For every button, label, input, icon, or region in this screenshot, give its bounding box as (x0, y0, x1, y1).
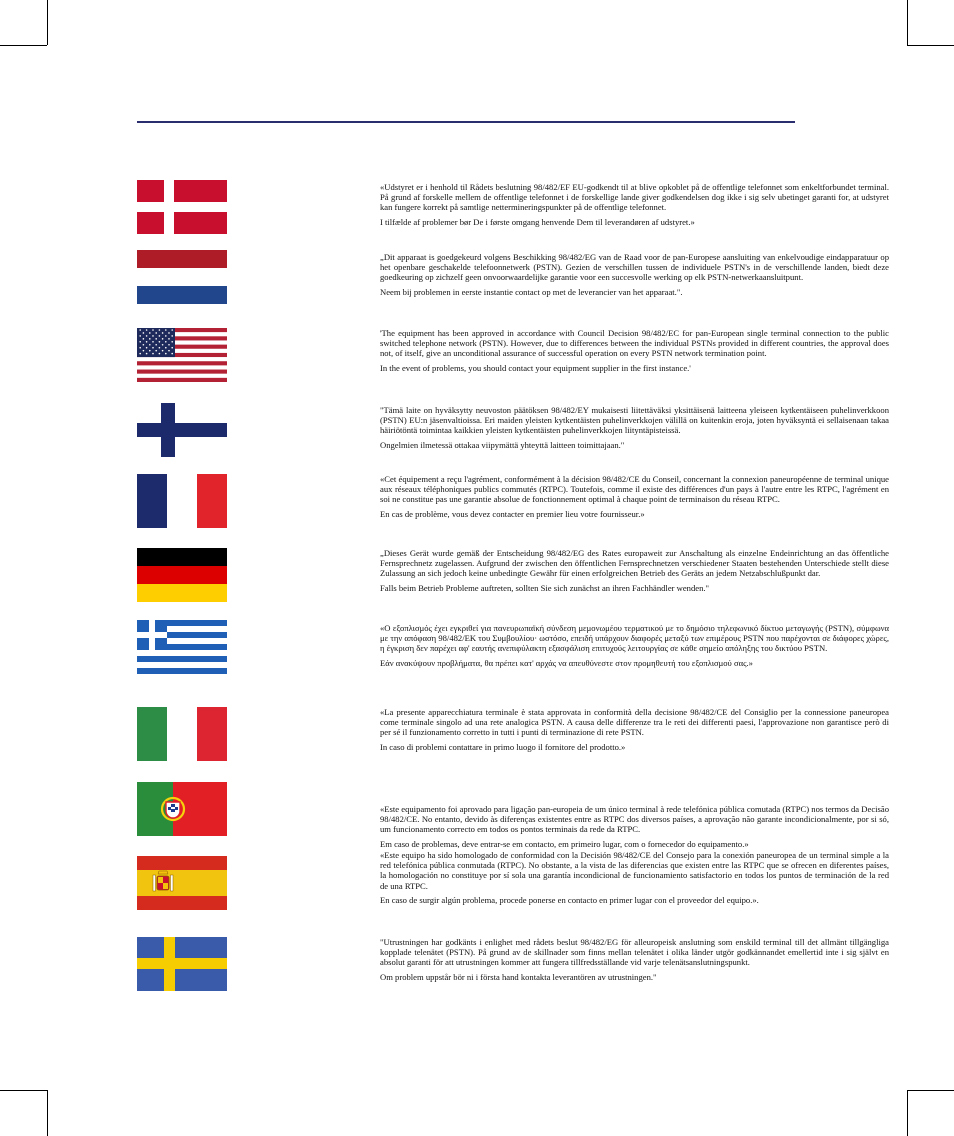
contact-paragraph: Neem bij problemen in eerste instantie contact op met de leverancier van het apparaat.". (380, 286, 683, 297)
declaration-text (380, 252, 889, 297)
spain-flag (137, 856, 227, 910)
crop-mark-bottom-right-horizontal (907, 1090, 954, 1091)
contact-paragraph: Em caso de problemas, deve entrar-se em contacto, em primeiro lugar, com o fornecedor do equipamento.» (380, 838, 749, 849)
contact-paragraph: Falls beim Betrieb Probleme auftreten, sollten Sie sich zunächst an ihren Fachhändler wenden." (380, 582, 710, 593)
declaration-text (380, 623, 889, 668)
declaration-text (380, 405, 889, 450)
portugal-flag (137, 782, 227, 836)
crop-mark-bottom-right-vertical (907, 1090, 908, 1136)
greece-flag (137, 620, 227, 674)
usa-flag (137, 328, 227, 382)
declaration-text (380, 937, 889, 982)
contact-paragraph: In caso di problemi contattare in primo luogo il fornitore del prodotto.» (380, 741, 626, 752)
contact-paragraph: En cas de problème, vous devez contacter en premier lieu votre fournisseur.» (380, 508, 645, 519)
declaration-paragraph: "Tämä laite on hyväksytty neuvoston päätöksen 98/482/EY mukaisesti liitettäväksi yksittäisenä laitteena yleiseen kytkentäiseen puhelinverkkoon (PSTN) EU:n jäsenvaltioissa. Eri maiden yleisten kytkentäisten puhelinverkkojen välillä on kuitenkin eroja, joten hyväksyntä ei sellaisenaan takaa häiriötöntä toimintaa kaikkien yleisten kytkentäisten puhelinverkkojen liityntäpisteissä. (380, 405, 889, 436)
declaration-paragraph: «Este equipamento foi aprovado para ligação pan-europeia de um único terminal à rede telefónica pública comutada (RTPC) nos termos da Decisão 98/482/CE. No entanto, devido às diferenças existentes entre as RTPC dos diversos países, a aprovação não garante incondicionalmente, por si só, um funcionamento correcto em todos os pontos terminais da rede da RTPC. (380, 804, 889, 835)
germany-flag (137, 548, 227, 602)
netherlands-flag (137, 250, 227, 304)
declaration-text (380, 804, 889, 849)
declaration-text (380, 548, 889, 593)
declaration-text (380, 328, 889, 373)
declaration-paragraph: «Ο εξοπλισμός έχει εγκριθεί για πανευρωπαϊκή σύνδεση μεμονωμέου τερματικού με το δημόσιο τηλεφωνικό δίκτυο μεταγωγής (PSTN), σύμφωνα με την απόφαση 98/482/ΕΚ του Συμβουλίου· ωστόσο, επειδή υπάρχουν διαφορές μεταξύ των επιμέρους PSTN που παρέχονται σε διάφορες χώρες, η έγκριση δεν παρέχει αφ' εαυτής ανεπιφύλακτη εξασφάλιση επιτυχούς λειτουργίας σε κάθε σημείο απόληξης του δικτύου PSTN. (380, 623, 889, 654)
crop-mark-top-left-horizontal (0, 45, 47, 46)
declaration-paragraph: «Este equipo ha sido homologado de conformidad con la Decisión 98/482/CE del Consejo para la conexión paneuropea de un terminal simple a la red telefónica pública conmutada (RTPC). No obstante, a la vista de las diferencias que existen entre las RTPC que se ofrecen en diferentes países, la homologación no constituye por sí sola una garantía incondicional de funcionamiento satisfactorio en todos los puntos de terminación de la red de una RTPC. (380, 850, 889, 891)
denmark-flag (137, 180, 227, 234)
crop-mark-bottom-left-vertical (47, 1090, 48, 1136)
declaration-text (380, 182, 889, 227)
contact-paragraph: Εάν ανακύψουν προβλήματα, θα πρέπει κατ' αρχάς να απευθύνεστε στον προμηθευτή του εξοπλισμού σας.» (380, 657, 753, 668)
contact-paragraph: Om problem uppstår bör ni i första hand kontakta leverantören av utrustningen." (380, 971, 657, 982)
contact-paragraph: In the event of problems, you should contact your equipment supplier in the first instance.' (380, 362, 691, 373)
crop-mark-bottom-left-horizontal (0, 1090, 47, 1091)
contact-paragraph: Ongelmien ilmetessä ottakaa viipymättä yhteyttä laitteen toimittajaan." (380, 439, 625, 450)
declaration-paragraph: «Cet équipement a reçu l'agrément, conformément à la décision 98/482/CE du Conseil, concernant la connexion paneuropéenne de terminal unique aux réseaux téléphoniques publics commutés (RTPC). Toutefois, comme il existe des différences d'un pays à l'autre entre les RTPC, l'agrément en soi ne constitue pas une garantie absolue de fonctionnement optimal à chaque point de terminaison du réseau RTPC. (380, 474, 889, 505)
declaration-paragraph: 'The equipment has been approved in accordance with Council Decision 98/482/EC for pan-European single terminal connection to the public switched telephone network (PSTN). However, due to differences between the individual PSTNs provided in different countries, the approval does not, of itself, give an unconditional assurance of successful operation on every PSTN network termination point. (380, 328, 889, 359)
declaration-paragraph: "Utrustningen har godkänts i enlighet med rådets beslut 98/482/EG för alleuropeisk anslutning som enskild terminal till det allmänt tillgängliga kopplade telenätet (PSTN). På grund av de skillnader som finns mellan telenätet i olika länder utgör godkännandet emellertid inte i sig självt en absolut garanti för att utrustningen kommer att fungera tillfredsställande vid varje telenätsanslutningspunkt. (380, 937, 889, 968)
header-rule (137, 121, 795, 123)
finland-flag (137, 403, 227, 457)
declaration-paragraph: „Dit apparaat is goedgekeurd volgens Beschikking 98/482/EG van de Raad voor de pan-Europese aansluiting van enkelvoudige eindapparatuur op het openbare geschakelde telefoonnetwerk (PSTN). Gezien de verschillen tussen de individuele PSTN's in de verschillende landen, biedt deze goedkeuring op zichzelf geen onvoorwaardelijke garantie voor een succesvolle werking op elk PSTN-netwerkaansluitpunt. (380, 252, 889, 283)
declaration-paragraph: «La presente apparecchiatura terminale è stata approvata in conformità della decisione 98/482/CE del Consiglio per la connessione paneuropea come terminale singolo ad una rete analogica PSTN. A causa delle differenze tra le reti dei differenti paesi, l'approvazione non garantisce però di per sé il funzionamento corretto in tutti i punti di terminazione di rete PSTN. (380, 707, 889, 738)
france-flag (137, 474, 227, 528)
declaration-paragraph: «Udstyret er i henhold til Rådets beslutning 98/482/EF EU-godkendt til at blive opkoblet på de offentlige telefonnet som enkeltforbundet terminal. På grund af forskelle mellem de offentlige telefonnet i de forskellige lande giver godkendelsen dog ikke i sig selv ubetinget garanti for, at udstyret kan fungere korrekt på samtlige nettermineringspunkter på de offentlige telefonnet. (380, 182, 889, 213)
contact-paragraph: En caso de surgir algún problema, procede ponerse en contacto en primer lugar con el proveedor del equipo.». (380, 894, 759, 905)
italy-flag (137, 707, 227, 761)
crop-mark-top-left-vertical (47, 0, 48, 45)
crop-mark-top-right-horizontal (907, 45, 954, 46)
declaration-text (380, 474, 889, 519)
crop-mark-top-right-vertical (907, 0, 908, 45)
contact-paragraph: I tilfælde af problemer bør De i første omgang henvende Dem til leverandøren af udstyret.» (380, 216, 695, 227)
declaration-text (380, 850, 889, 905)
sweden-flag (137, 937, 227, 991)
declaration-text (380, 707, 889, 752)
declaration-paragraph: „Dieses Gerät wurde gemäß der Entscheidung 98/482/EG des Rates europaweit zur Anschaltung als einzelne Endeinrichtung an das öffentliche Fernsprechnetz zugelassen. Aufgrund der zwischen den öffentlichen Fernsprechnetzen verschiedener Staaten bestehenden Unterschiede stellt diese Zulassung an sich jedoch keine unbedingte Gewähr für einen erfolgreichen Betrieb des Geräts an jedem Netzabschlußpunkt dar. (380, 548, 889, 579)
